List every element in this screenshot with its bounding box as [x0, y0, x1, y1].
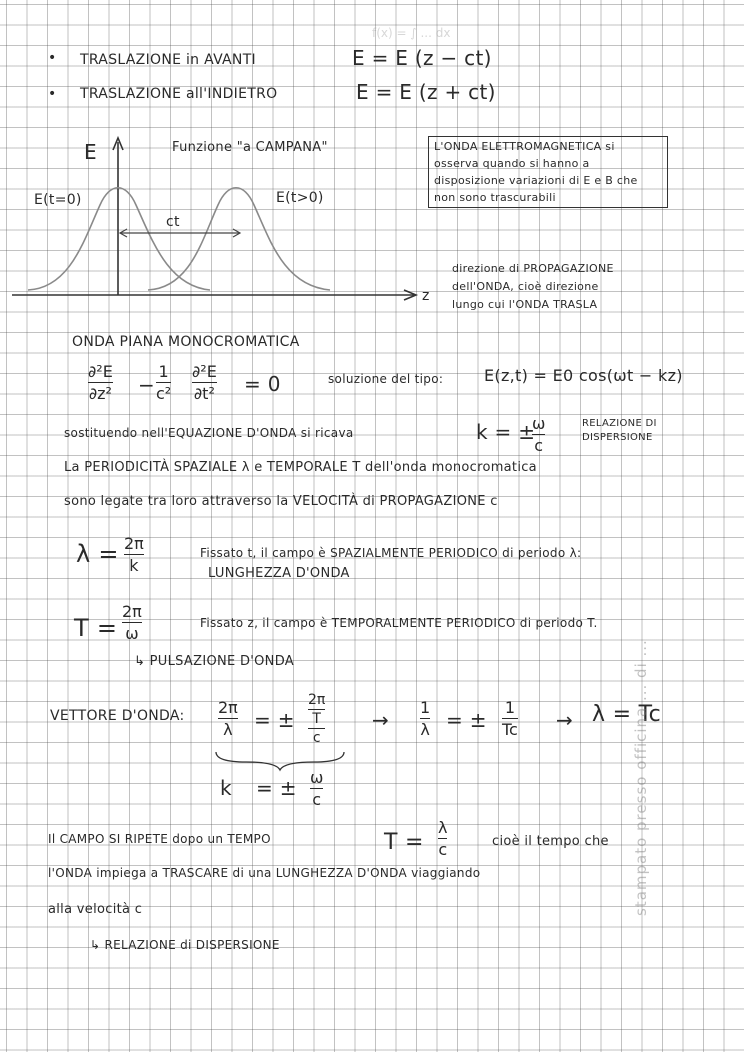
inverse-tc-num: 1 [504, 698, 516, 717]
repeat-den: c [438, 840, 448, 859]
repeat-line-2: l'ONDA impiega a TRASCARE di una LUNGHEZZA D'ONDA viaggiando [48, 866, 481, 880]
lambda-num: 2π [124, 534, 144, 553]
wave-eq-num-1: ∂²E [88, 362, 113, 381]
wave-vector-label: VETTORE D'ONDA: [50, 708, 185, 724]
wave-vector-fraction-1 [218, 698, 238, 739]
dispersion-footer: ↳ RELAZIONE di DISPERSIONE [90, 938, 280, 952]
wave-vector-num-1: 2π [218, 698, 238, 717]
lambda-den: k [129, 556, 139, 575]
wave-eq-den-2: c² [156, 384, 172, 403]
k-fraction [532, 414, 545, 455]
inverse-lambda-num: 1 [420, 698, 431, 717]
bullet-dot: • [48, 86, 57, 102]
wave-eq-den-3: ∂t² [193, 384, 215, 403]
arrow-2: → [556, 708, 574, 732]
wave-eq-num-2: 1 [158, 362, 169, 381]
translation-forward-formula: E = E (z − ct) [352, 46, 492, 70]
translation-backward-formula: E = E (z + ct) [356, 80, 496, 104]
repeat-tail: cioè il tempo che [492, 834, 609, 849]
k-under-fraction [310, 768, 323, 809]
lambda-fraction [124, 534, 144, 575]
period-lhs: T = [74, 614, 118, 642]
k-under-eq: = ± [256, 776, 297, 800]
watermark: stampato presso officina ... di ... [632, 639, 650, 916]
direction-note-2: dell'ONDA, cioè direzione [452, 280, 599, 293]
wave-eq-term-2 [156, 362, 171, 403]
wave-vector-eq: = ± [254, 708, 295, 732]
relation-label-2: DISPERSIONE [582, 432, 653, 443]
inverse-eq: = ± [446, 708, 487, 732]
direction-note-3: lungo cui l'ONDA TRASLA [452, 298, 598, 311]
wave-eq-term-3 [192, 362, 217, 403]
inverse-tc-den: Tc [502, 720, 518, 739]
graph-shift-label: ct [166, 214, 180, 230]
arrow-1: → [372, 708, 390, 732]
k-under-den: c [312, 790, 322, 809]
k-den: c [534, 436, 544, 455]
solution-formula: E(z,t) = E0 cos(ωt − kz) [484, 366, 683, 385]
k-under-label: k [220, 776, 232, 800]
inverse-lambda-den: λ [420, 720, 430, 739]
graph-axis-y-label: E [84, 140, 97, 164]
inverse-tc-fraction [502, 698, 518, 739]
graph-title: Funzione "a CAMPANA" [172, 140, 328, 155]
pulsation-text: PULSAZIONE D'ONDA [149, 654, 294, 669]
lambda-name: LUNGHEZZA D'ONDA [208, 566, 350, 581]
direction-note-1: direzione di PROPAGAZIONE [452, 262, 614, 275]
period-den: ω [125, 624, 139, 643]
periodicity-line-2: sono legate tra loro attraverso la VELOCITÀ di PROPAGAZIONE c [64, 494, 498, 509]
pulsation-label: ↳ PULSAZIONE D'ONDA [134, 654, 294, 669]
solution-text: soluzione del tipo: [328, 372, 444, 386]
periodicity-line-1: La PERIODICITÀ SPAZIALE λ e TEMPORALE T dell'onda monocromatica [64, 460, 537, 475]
wave-vector-mid-2: T [312, 711, 321, 727]
translation-backward-label: TRASLAZIONE all'INDIETRO [80, 86, 278, 102]
translation-forward-label: TRASLAZIONE in AVANTI [80, 52, 256, 68]
final-relation: λ = Tc [592, 702, 662, 727]
graph-left-label: E(t=0) [34, 192, 82, 208]
wave-vector-den-2: c [312, 730, 321, 746]
repeat-num: λ [438, 818, 448, 837]
lambda-description: Fissato t, il campo è SPAZIALMENTE PERIODICO di periodo λ: [200, 546, 582, 560]
wave-eq-den-1: ∂z² [88, 384, 112, 403]
wave-vector-num-2: 2π [308, 692, 326, 708]
wave-eq-num-3: ∂²E [192, 362, 217, 381]
wave-eq-minus: − [138, 373, 156, 397]
wave-eq-term-1 [88, 362, 113, 403]
inverse-lambda-fraction [420, 698, 430, 739]
bullet-dot: • [48, 50, 57, 66]
period-description: Fissato z, il campo è TEMPORALMENTE PERIODICO di periodo T. [200, 616, 598, 630]
period-fraction [122, 602, 142, 643]
bleed-through-text: f(x) = ∫ ... dx [372, 26, 451, 40]
repeat-T: T = [384, 830, 424, 855]
wave-vector-fraction-2 [308, 692, 325, 746]
repeat-line-3: alla velocità c [48, 902, 143, 917]
graph-right-label: E(t>0) [276, 190, 324, 206]
lambda-lhs: λ = [76, 540, 119, 568]
graph-axis-x-label: z [422, 288, 430, 304]
period-num: 2π [122, 602, 142, 621]
repeat-fraction [438, 818, 447, 859]
em-wave-note: L'ONDA ELETTROMAGNETICA si osserva quando si hanno a disposizione variazioni di E e B che non sono trascurabili [434, 140, 638, 204]
k-num: ω [532, 414, 546, 433]
k-under-num: ω [310, 768, 324, 787]
wave-eq-equals: = 0 [244, 372, 281, 396]
wave-vector-den-1: λ [223, 720, 233, 739]
section-title: ONDA PIANA MONOCROMATICA [72, 334, 300, 350]
k-lhs: k = ± [476, 420, 536, 444]
brace-icon [212, 748, 352, 772]
substitution-text: sostituendo nell'EQUAZIONE D'ONDA si ricava [64, 426, 354, 440]
relation-label-1: RELAZIONE DI [582, 418, 657, 429]
repeat-text: Il CAMPO SI RIPETE dopo un TEMPO [48, 832, 271, 846]
